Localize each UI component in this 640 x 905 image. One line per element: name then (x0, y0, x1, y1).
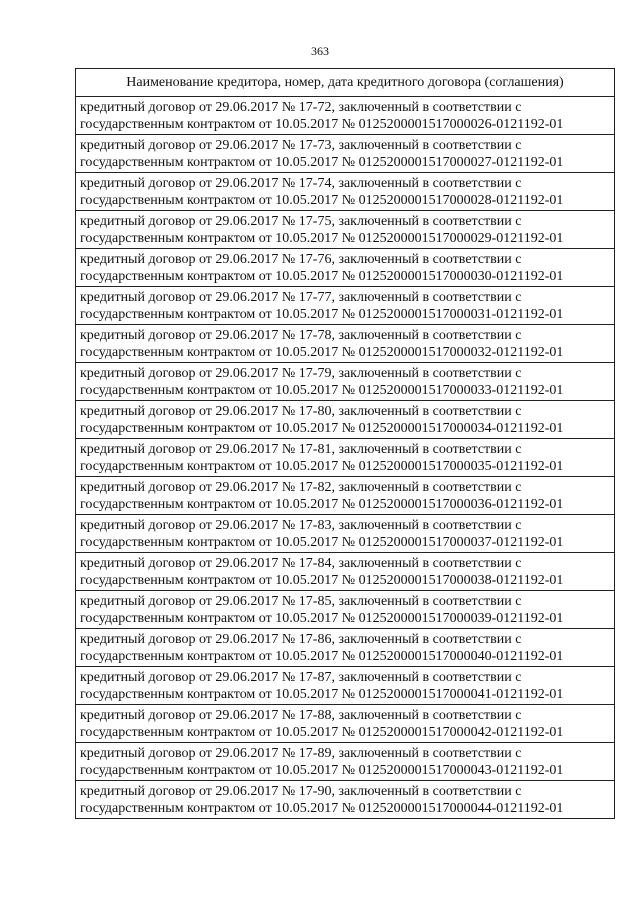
row-line-1: кредитный договор от 29.06.2017 № 17-90, заключенный в соответствии с (80, 783, 522, 799)
row-line-1: кредитный договор от 29.06.2017 № 17-81, заключенный в соответствии с (80, 441, 522, 457)
table-row (76, 477, 615, 515)
row-line-2: государственным контрактом от 10.05.2017 № 0125200001517000043-0121192-01 (80, 762, 564, 778)
row-line-2: государственным контрактом от 10.05.2017 № 0125200001517000033-0121192-01 (80, 382, 564, 398)
row-line-2: государственным контрактом от 10.05.2017 № 0125200001517000034-0121192-01 (80, 420, 564, 436)
table-row (76, 553, 615, 591)
row-line-1: кредитный договор от 29.06.2017 № 17-73, заключенный в соответствии с (80, 137, 522, 153)
table-row (76, 211, 615, 249)
row-line-1: кредитный договор от 29.06.2017 № 17-78, заключенный в соответствии с (80, 327, 522, 343)
table-cell (76, 629, 615, 667)
table-row (76, 515, 615, 553)
row-line-2: государственным контрактом от 10.05.2017 № 0125200001517000032-0121192-01 (80, 344, 564, 360)
table-row (76, 439, 615, 477)
row-line-1: кредитный договор от 29.06.2017 № 17-72, заключенный в соответствии с (80, 99, 522, 115)
table-row (76, 781, 615, 819)
row-line-1: кредитный договор от 29.06.2017 № 17-77, заключенный в соответствии с (80, 289, 522, 305)
row-line-2: государственным контрактом от 10.05.2017 № 0125200001517000031-0121192-01 (80, 306, 564, 322)
row-line-2: государственным контрактом от 10.05.2017 № 0125200001517000038-0121192-01 (80, 572, 564, 588)
row-line-1: кредитный договор от 29.06.2017 № 17-89, заключенный в соответствии с (80, 745, 522, 761)
row-line-1: кредитный договор от 29.06.2017 № 17-79, заключенный в соответствии с (80, 365, 522, 381)
table-row (76, 173, 615, 211)
table-cell (76, 705, 615, 743)
row-line-1: кредитный договор от 29.06.2017 № 17-76, заключенный в соответствии с (80, 251, 522, 267)
table-cell (76, 363, 615, 401)
row-line-1: кредитный договор от 29.06.2017 № 17-85, заключенный в соответствии с (80, 593, 522, 609)
row-line-1: кредитный договор от 29.06.2017 № 17-83, заключенный в соответствии с (80, 517, 522, 533)
table-cell (76, 553, 615, 591)
table-row (76, 325, 615, 363)
table-row (76, 705, 615, 743)
creditor-table (75, 68, 615, 819)
table-row (76, 629, 615, 667)
row-line-1: кредитный договор от 29.06.2017 № 17-87, заключенный в соответствии с (80, 669, 522, 685)
table-cell (76, 591, 615, 629)
row-line-2: государственным контрактом от 10.05.2017 № 0125200001517000028-0121192-01 (80, 192, 564, 208)
row-line-2: государственным контрактом от 10.05.2017 № 0125200001517000044-0121192-01 (80, 800, 564, 816)
table-row (76, 401, 615, 439)
row-line-2: государственным контрактом от 10.05.2017 № 0125200001517000027-0121192-01 (80, 154, 564, 170)
row-line-2: государственным контрактом от 10.05.2017 № 0125200001517000035-0121192-01 (80, 458, 564, 474)
table-header-row (76, 69, 615, 97)
table-cell (76, 325, 615, 363)
row-line-2: государственным контрактом от 10.05.2017 № 0125200001517000040-0121192-01 (80, 648, 564, 664)
row-line-2: государственным контрактом от 10.05.2017 № 0125200001517000037-0121192-01 (80, 534, 564, 550)
table-row (76, 363, 615, 401)
table-row (76, 135, 615, 173)
row-line-2: государственным контрактом от 10.05.2017 № 0125200001517000036-0121192-01 (80, 496, 564, 512)
table-row (76, 249, 615, 287)
table-cell (76, 477, 615, 515)
table-cell (76, 781, 615, 819)
table-cell (76, 401, 615, 439)
row-line-1: кредитный договор от 29.06.2017 № 17-88, заключенный в соответствии с (80, 707, 522, 723)
row-line-1: кредитный договор от 29.06.2017 № 17-80, заключенный в соответствии с (80, 403, 522, 419)
row-line-1: кредитный договор от 29.06.2017 № 17-82, заключенный в соответствии с (80, 479, 522, 495)
row-line-2: государственным контрактом от 10.05.2017 № 0125200001517000029-0121192-01 (80, 230, 564, 246)
table-row (76, 743, 615, 781)
table-row (76, 667, 615, 705)
table-cell (76, 439, 615, 477)
table-cell (76, 667, 615, 705)
table-row (76, 591, 615, 629)
table-row (76, 287, 615, 325)
table-body (76, 97, 615, 819)
row-line-2: государственным контрактом от 10.05.2017 № 0125200001517000026-0121192-01 (80, 116, 564, 132)
table-cell (76, 173, 615, 211)
row-line-2: государственным контрактом от 10.05.2017 № 0125200001517000039-0121192-01 (80, 610, 564, 626)
row-line-1: кредитный договор от 29.06.2017 № 17-75, заключенный в соответствии с (80, 213, 522, 229)
table-cell (76, 249, 615, 287)
page-number: 363 (311, 44, 329, 58)
row-line-1: кредитный договор от 29.06.2017 № 17-84, заключенный в соответствии с (80, 555, 522, 571)
row-line-1: кредитный договор от 29.06.2017 № 17-74, заключенный в соответствии с (80, 175, 522, 191)
table-cell (76, 135, 615, 173)
table-row (76, 97, 615, 135)
table-cell (76, 287, 615, 325)
table-cell (76, 211, 615, 249)
row-line-2: государственным контрактом от 10.05.2017 № 0125200001517000030-0121192-01 (80, 268, 564, 284)
row-line-2: государственным контрактом от 10.05.2017 № 0125200001517000042-0121192-01 (80, 724, 564, 740)
table-cell (76, 515, 615, 553)
table-cell (76, 97, 615, 135)
column-header-creditor: Наименование кредитора, номер, дата кредитного договора (соглашения) (76, 69, 615, 97)
row-line-2: государственным контрактом от 10.05.2017 № 0125200001517000041-0121192-01 (80, 686, 564, 702)
table-cell (76, 743, 615, 781)
row-line-1: кредитный договор от 29.06.2017 № 17-86, заключенный в соответствии с (80, 631, 522, 647)
